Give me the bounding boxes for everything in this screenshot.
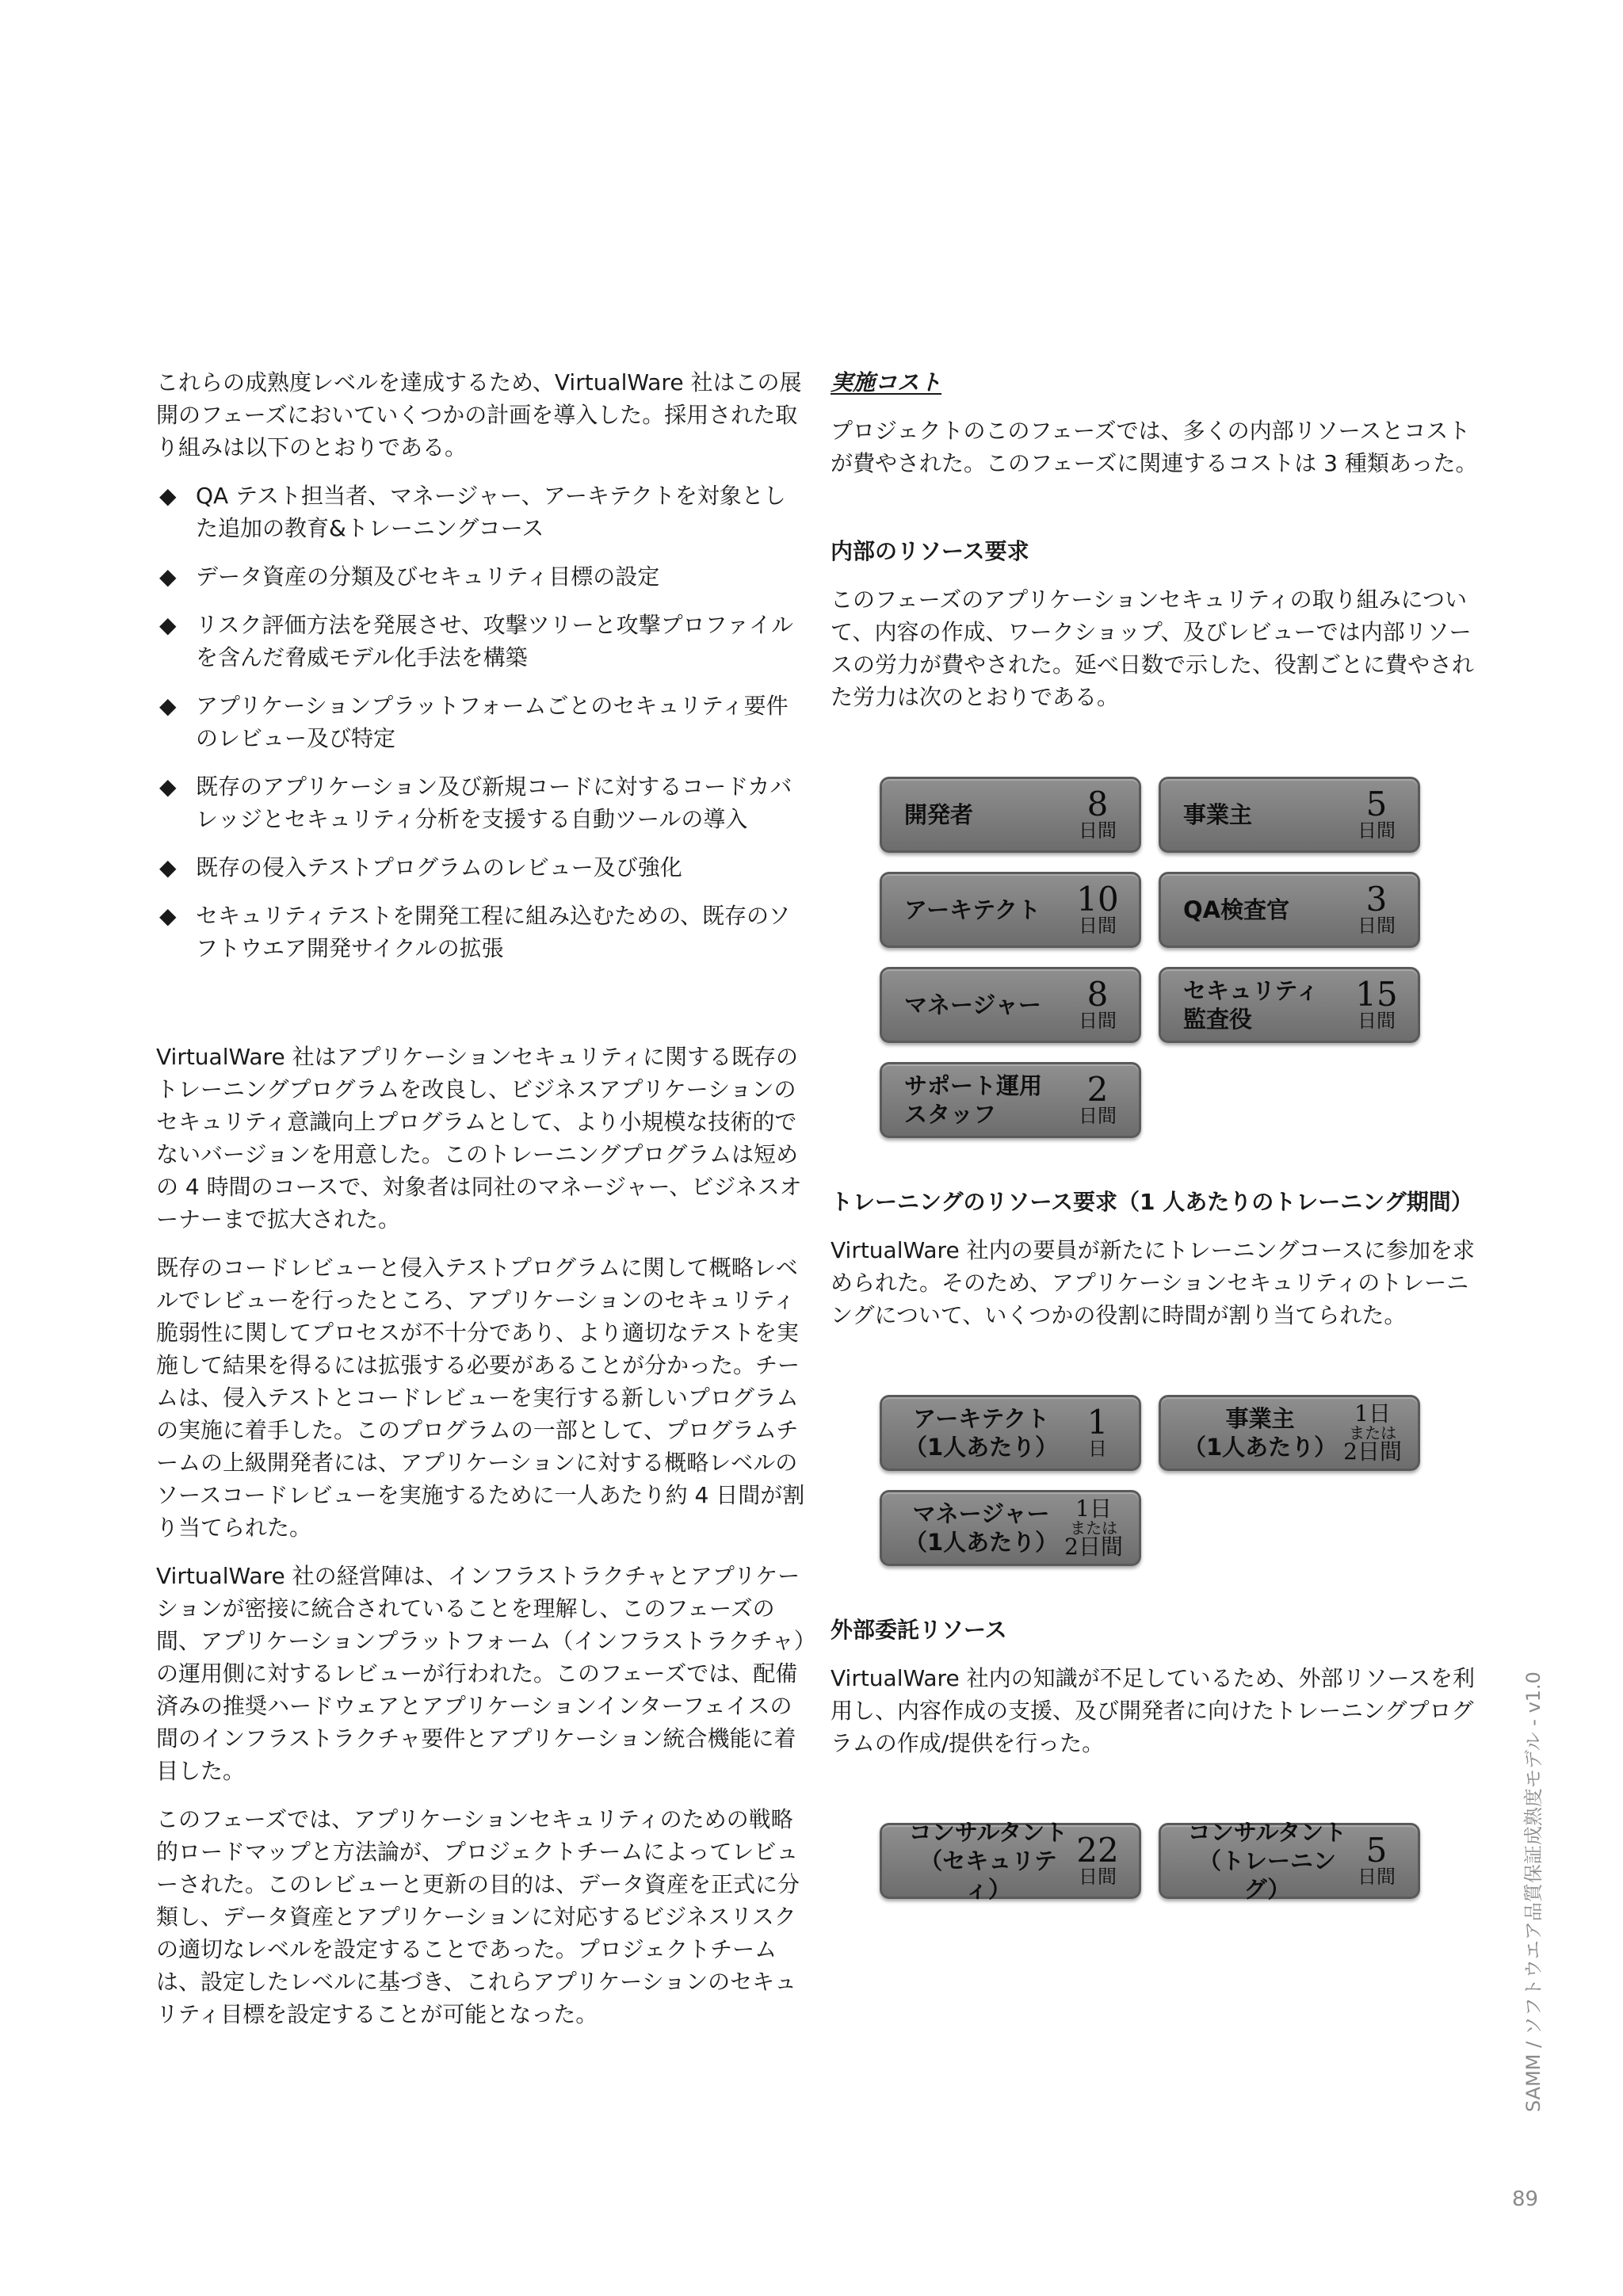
external-heading: 外部委託リソース: [831, 1617, 1007, 1643]
effort-box-developer: 開発者 8 日間: [880, 777, 1141, 853]
list-item: ◆ データ資産の分類及びセキュリティ目標の設定: [156, 560, 806, 593]
diamond-bullet-icon: ◆: [159, 483, 177, 509]
effort-box-security-auditor: セキュリティ 監査役 15 日間: [1159, 967, 1420, 1043]
training-box-manager: マネージャー （1人あたり） 1日 または 2日間: [880, 1490, 1141, 1566]
cost-paragraph: プロジェクトのこのフェーズでは、多くの内部リソースとコストが費やされた。このフェーズに関連するコストは 3 種類あった。: [831, 418, 1478, 476]
cost-heading: 実施コスト: [831, 369, 942, 395]
page-number: 89: [1512, 2187, 1539, 2211]
list-item: ◆ 既存のアプリケーション及び新規コードに対するコードカバレッジとセキュリティ分析を支援する自動ツールの導入: [156, 770, 806, 835]
external-paragraph: VirtualWare 社内の知識が不足しているため、外部リソースを利用し、内容作成の支援、及び開発者に向けたトレーニングプログラムの作成/提供を行った。: [831, 1665, 1476, 1756]
side-running-title: SAMM / ソフトウエア品質保証成熟度モデル - v1.0: [1522, 1671, 1545, 2112]
diamond-bullet-icon: ◆: [159, 774, 177, 800]
effort-box-qa-inspector: QA検査官 3 日間: [1159, 872, 1420, 948]
internal-heading: 内部のリソース要求: [831, 538, 1029, 564]
list-item: ◆ リスク評価方法を発展させ、攻撃ツリーと攻撃プロファイルを含んだ脅威モデル化手法を構築: [156, 609, 806, 674]
external-resource-grid: [880, 1819, 1480, 1903]
diamond-bullet-icon: ◆: [159, 854, 177, 881]
training-program-paragraph: VirtualWare 社はアプリケーションセキュリティに関する既存のトレーニングプログラムを改良し、ビジネスアプリケーションのセキュリティ意識向上プログラムとして、より小規模な技術的でないバージョンを用意した。このトレーニングプログラムは短めの 4 時間のコースで、対象者は同社のマネージャー、ビジネスオーナーまで拡大された。: [156, 1044, 802, 1232]
effort-box-manager: マネージャー 8 日間: [880, 967, 1141, 1043]
training-paragraph: VirtualWare 社内の要員が新たにトレーニングコースに参加を求められた。そのため、アプリケーションセキュリティのトレーニングについて、いくつかの役割に時間が割り当てられた。: [831, 1237, 1476, 1328]
list-item: ◆ QA テスト担当者、マネージャー、アーキテクトを対象とした追加の教育&トレーニングコース: [156, 479, 806, 544]
list-item: ◆ 既存の侵入テストプログラムのレビュー及び強化: [156, 851, 806, 884]
diamond-bullet-icon: ◆: [159, 563, 177, 590]
training-box-architect: アーキテクト （1人あたり） 1 日: [880, 1395, 1141, 1471]
training-resource-grid: [880, 1395, 1480, 1566]
effort-box-architect: アーキテクト 10 日間: [880, 872, 1141, 948]
list-item: ◆ セキュリティテストを開発工程に組み込むための、既存のソフトウエア開発サイクルの拡張: [156, 900, 806, 965]
code-review-paragraph: 既存のコードレビューと侵入テストプログラムに関して概略レベルでレビューを行ったところ、アプリケーションのセキュリティ脆弱性に関してプロセスが不十分であり、より適切なテストを実施して結果を得るには拡張する必要があることが分かった。チームは、侵入テストとコードレビューを実行する新しいプログラムの実施に着手した。このプログラムの一部として、プログラムチームの上級開発者には、アプリケーションに対する概略レベルのソースコードレビューを実施するために一人あたり約 4 日間が割り当てられた。: [156, 1255, 805, 1541]
effort-box-business-owner: 事業主 5 日間: [1159, 777, 1420, 853]
effort-box-support-ops: サポート運用 スタッフ 2 日間: [880, 1062, 1141, 1138]
list-item: ◆ アプリケーションプラットフォームごとのセキュリティ要件のレビュー及び特定: [156, 690, 806, 755]
internal-resource-grid: [880, 777, 1480, 1138]
training-box-business-owner: 事業主 （1人あたり） 1日 または 2日間: [1159, 1395, 1420, 1471]
effort-box-security-consultant: コンサルタント （セキュリティ） 22 日間: [880, 1823, 1141, 1899]
training-heading: トレーニングのリソース要求（1 人あたりのトレーニング期間）: [831, 1189, 1473, 1215]
roadmap-paragraph: このフェーズでは、アプリケーションセキュリティのための戦略的ロードマップと方法論が、プロジェクトチームによってレビューされた。このレビューと更新の目的は、データ資産を正式に分類し、データ資産とアプリケーションに対応するビジネスリスクの適切なレベルを設定することであった。プロジェクトチームは、設定したレベルに基づき、これらアプリケーションのセキュリティ目標を設定することが可能となった。: [156, 1806, 800, 2027]
diamond-bullet-icon: ◆: [159, 903, 177, 929]
infrastructure-paragraph: VirtualWare 社の経営陣は、インフラストラクチャとアプリケーションが密接に統合されていることを理解し、このフェーズの間、アプリケーションプラットフォーム（インフラストラクチャ）の運用側に対するレビューが行われた。このフェーズでは、配備済みの推奨ハードウェアとアプリケーションインターフェイスの間のインフラストラクチャ要件とアプリケーション統合機能に着目した。: [156, 1563, 805, 1784]
intro-paragraph: これらの成熟度レベルを達成するため、VirtualWare 社はこの展開のフェーズにおいていくつかの計画を導入した。採用された取り組みは以下のとおりである。: [156, 369, 802, 460]
right-column: [831, 366, 1480, 1903]
left-column: [156, 366, 806, 2046]
initiative-list: [156, 479, 806, 965]
internal-paragraph: このフェーズのアプリケーションセキュリティの取り組みについて、内容の作成、ワークショップ、及びレビューでは内部リソースの労力が費やされた。延べ日数で示した、役割ごとに費やされた労力は次のとおりである。: [831, 586, 1475, 710]
effort-box-training-consultant: コンサルタント （トレーニング） 5 日間: [1159, 1823, 1420, 1899]
diamond-bullet-icon: ◆: [159, 693, 177, 719]
diamond-bullet-icon: ◆: [159, 612, 177, 638]
